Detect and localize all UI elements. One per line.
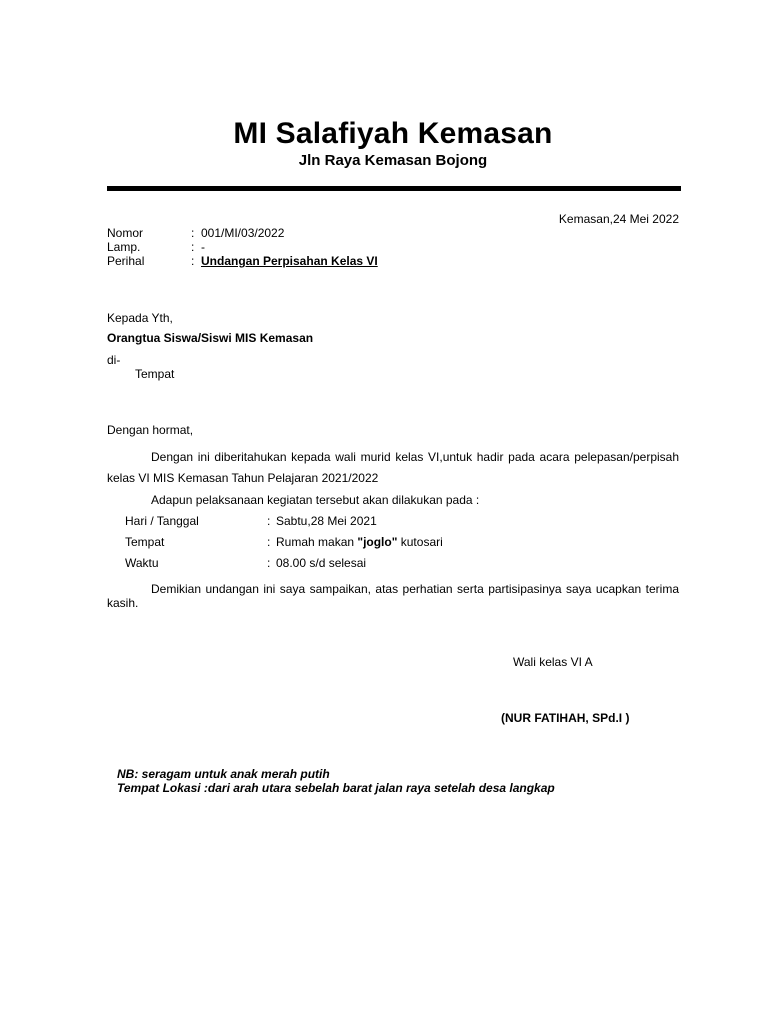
note-block	[117, 767, 555, 795]
detail-colon: :	[267, 535, 271, 549]
paragraph-invitation: Dengan ini diberitahukan kepada wali murid kelas VI,untuk hadir pada acara pelepasan/perpisah kelas VI MIS Kemasan Tahun Pelajaran 2021/2022	[107, 450, 679, 485]
detail-value-place	[276, 535, 443, 549]
meta-value-nomor: 001/MI/03/2022	[201, 226, 285, 240]
place-suffix: kutosari	[397, 535, 443, 549]
recipient-name: Orangtua Siswa/Siswi MIS Kemasan	[107, 331, 314, 345]
greeting: Dengan hormat,	[107, 423, 194, 437]
detail-value-day: Sabtu,28 Mei 2021	[276, 514, 377, 528]
signer-role: Wali kelas VI A	[513, 655, 593, 669]
school-address: Jln Raya Kemasan Bojong	[298, 152, 488, 169]
meta-label-lamp: Lamp.	[107, 240, 141, 254]
signer-name: (NUR FATIHAH, SPd.I )	[501, 711, 630, 725]
meta-colon: :	[191, 226, 195, 240]
meta-colon: :	[191, 240, 195, 254]
place-prefix: Rumah makan	[276, 535, 358, 549]
header-divider	[107, 186, 681, 191]
meta-value-lamp: -	[201, 240, 205, 254]
recipient-at: di-	[107, 353, 121, 367]
detail-value-time: 08.00 s/d selesai	[276, 556, 367, 570]
meta-colon: :	[191, 254, 195, 268]
place-date: Kemasan,24 Mei 2022	[558, 212, 679, 226]
meta-label-nomor: Nomor	[107, 226, 144, 240]
recipient-to: Kepada Yth,	[107, 311, 173, 325]
detail-colon: :	[267, 556, 271, 570]
detail-label-place: Tempat	[125, 535, 165, 549]
detail-label-time: Waktu	[125, 556, 159, 570]
detail-label-day: Hari / Tanggal	[125, 514, 199, 528]
recipient-place: Tempat	[135, 367, 175, 381]
paragraph-closing: Demikian undangan ini saya sampaikan, atas perhatian serta partisipasinya saya ucapkan terima kasih.	[107, 582, 679, 610]
school-name: MI Salafiyah Kemasan	[233, 117, 553, 150]
meta-label-perihal: Perihal	[107, 254, 145, 268]
paragraph-schedule-intro: Adapun pelaksanaan kegiatan tersebut akan dilakukan pada :	[151, 493, 480, 507]
note-line-location: Tempat Lokasi :dari arah utara sebelah barat jalan raya setelah desa langkap	[117, 781, 555, 795]
note-line-uniform: NB: seragam untuk anak merah putih	[117, 767, 330, 781]
place-name-bold: "joglo"	[357, 535, 398, 549]
detail-colon: :	[267, 514, 271, 528]
meta-value-perihal: Undangan Perpisahan Kelas VI	[201, 254, 378, 268]
